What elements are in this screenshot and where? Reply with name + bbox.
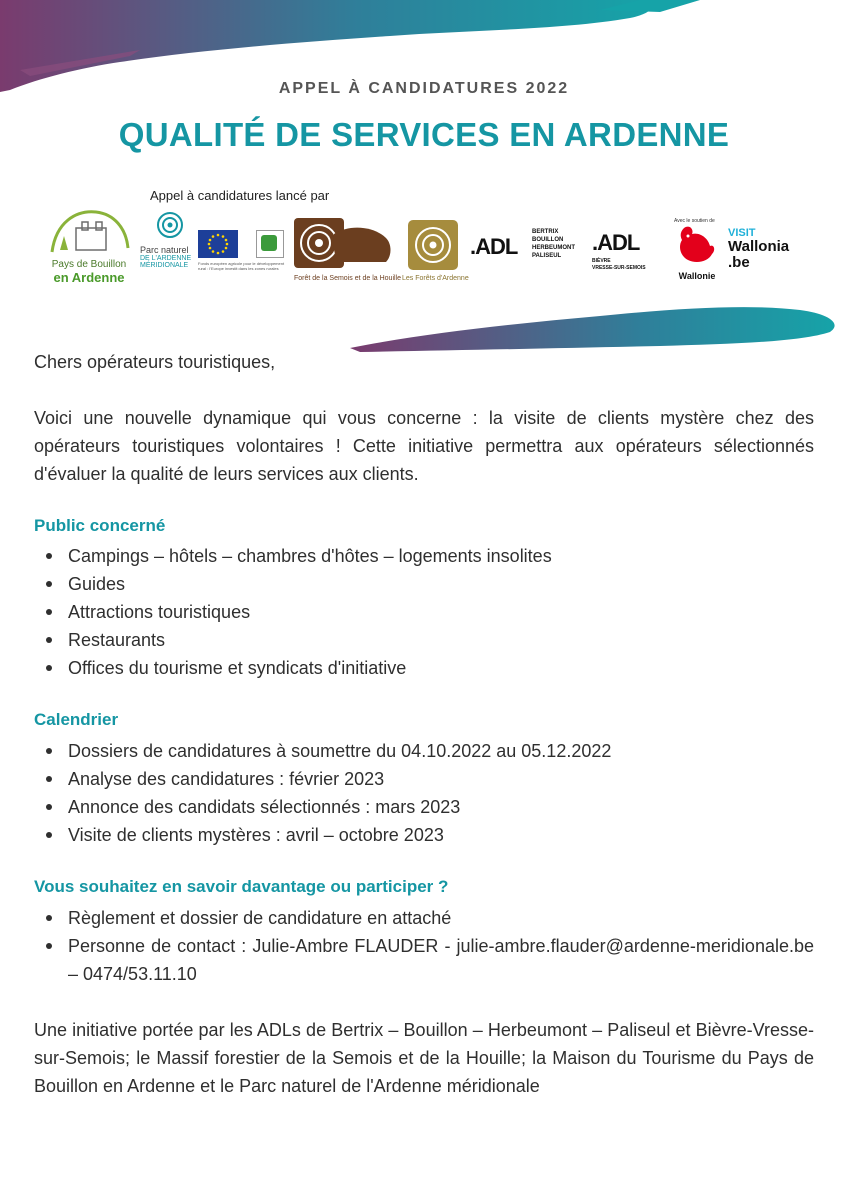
rooster-icon: [674, 224, 718, 266]
forets-caption: Les Forêts d'Ardenne: [402, 275, 469, 282]
list-item: Guides: [34, 570, 814, 598]
fingerprint-icon: [140, 210, 194, 240]
logo-eu-leader: [198, 230, 288, 276]
logo-wallonie: [674, 218, 720, 282]
bouillon-line1: Pays de Bouillon: [51, 259, 127, 270]
logo-adl-bertrix: [470, 226, 580, 270]
launched-by-label: Appel à candidatures lancé par: [150, 188, 330, 203]
wallonie-name: Wallonie: [678, 271, 716, 281]
parc-line1: Parc naturel: [140, 245, 189, 255]
info-list: [34, 904, 814, 988]
adl-town-4: PALISEUL: [532, 253, 562, 259]
castle-icon: [46, 208, 132, 254]
info-heading: Vous souhaitez en savoir davantage ou participer ?: [34, 877, 449, 896]
logo-pays-de-bouillon: [46, 208, 132, 285]
list-item: Campings – hôtels – chambres d'hôtes – logements insolites: [34, 542, 814, 570]
logo-foret-semois: [294, 216, 401, 282]
page-title: QUALITÉ DE SERVICES EN ARDENNE: [118, 116, 730, 153]
adl-town-2: BOUILLON: [532, 237, 564, 243]
adl2-towns: BIÈVRE VRESSE-SUR-SEMOIS: [592, 258, 646, 271]
contact-item: Personne de contact : Julie-Ambre FLAUDER - julie-ambre.flauder@ardenne-meridionale.be – 0474/53.11.10: [34, 932, 814, 988]
call-kicker: APPEL À CANDIDATURES 2022: [278, 80, 570, 97]
list-item: Offices du tourisme et syndicats d'initiative: [34, 654, 814, 682]
parc-line2: DE L'ARDENNE: [140, 255, 192, 262]
rings-icon: [408, 220, 458, 270]
list-item: Analyse des candidatures : février 2023: [34, 765, 814, 793]
bouillon-line2: en Ardenne: [53, 270, 125, 285]
semois-caption: Forêt de la Semois et de la Houille: [294, 275, 401, 282]
adl-town-3: HERBEUMONT: [532, 245, 575, 251]
adl-town-1: BERTRIX: [532, 229, 559, 235]
closing-block: [34, 1016, 814, 1100]
public-heading: Public concerné: [34, 516, 166, 535]
greeting: Chers opérateurs touristiques,: [34, 352, 276, 372]
calendar-list: [34, 737, 814, 849]
logo-parc-naturel: [140, 210, 194, 290]
list-item: Dossiers de candidatures à soumettre du 04.10.2022 au 05.12.2022: [34, 737, 814, 765]
closing-paragraph: Une initiative portée par les ADLs de Bertrix – Bouillon – Herbeumont – Paliseul et Bièvre-Vresse-sur-Semois; le Massif forestier de la Semois et de la Houille; la Maison du Tourisme du Pays de Bouillon en Ardenne et le Parc naturel de l'Ardenne méridionale: [34, 1020, 814, 1096]
logo-visit-wallonia: [728, 228, 808, 274]
visit-line3: .be: [728, 254, 750, 271]
list-item: Visite de clients mystères : avril – octobre 2023: [34, 821, 814, 849]
visit-line2: Wallonia: [728, 238, 790, 255]
eu-fund-note: Fonds européen agricole pour le développement rural : l'Europe investit dans les zones rurales: [198, 261, 285, 271]
public-list: [34, 542, 814, 682]
greeting-block: [34, 348, 814, 376]
logo-adl-bievre: [592, 230, 672, 280]
list-item: Restaurants: [34, 626, 814, 654]
eu-stars-icon: [198, 230, 238, 258]
adl2-mark: .ADL: [592, 230, 640, 255]
list-item: Attractions touristiques: [34, 598, 814, 626]
intro-paragraph: Voici une nouvelle dynamique qui vous concerne : la visite de clients mystère chez des opérateurs touristiques volontaires ! Cette initiative permettra aux opérateurs sélectionnés d'évaluer la qualité de leurs services aux clients.: [34, 408, 814, 484]
list-item: Règlement et dossier de candidature en attaché: [34, 904, 814, 932]
logo-forets-ardenne: [402, 220, 469, 282]
adl-mark: .ADL: [470, 234, 518, 259]
intro-block: [34, 404, 814, 488]
visit-line1: VISIT: [728, 227, 756, 239]
list-item: Annonce des candidats sélectionnés : mars 2023: [34, 793, 814, 821]
boar-icon: [294, 216, 394, 270]
calendar-heading: Calendrier: [34, 710, 119, 729]
parc-line3: MÉRIDIONALE: [140, 262, 189, 269]
leader-icon: [256, 230, 284, 258]
wallonie-support: Avec le soutien de: [674, 218, 715, 224]
